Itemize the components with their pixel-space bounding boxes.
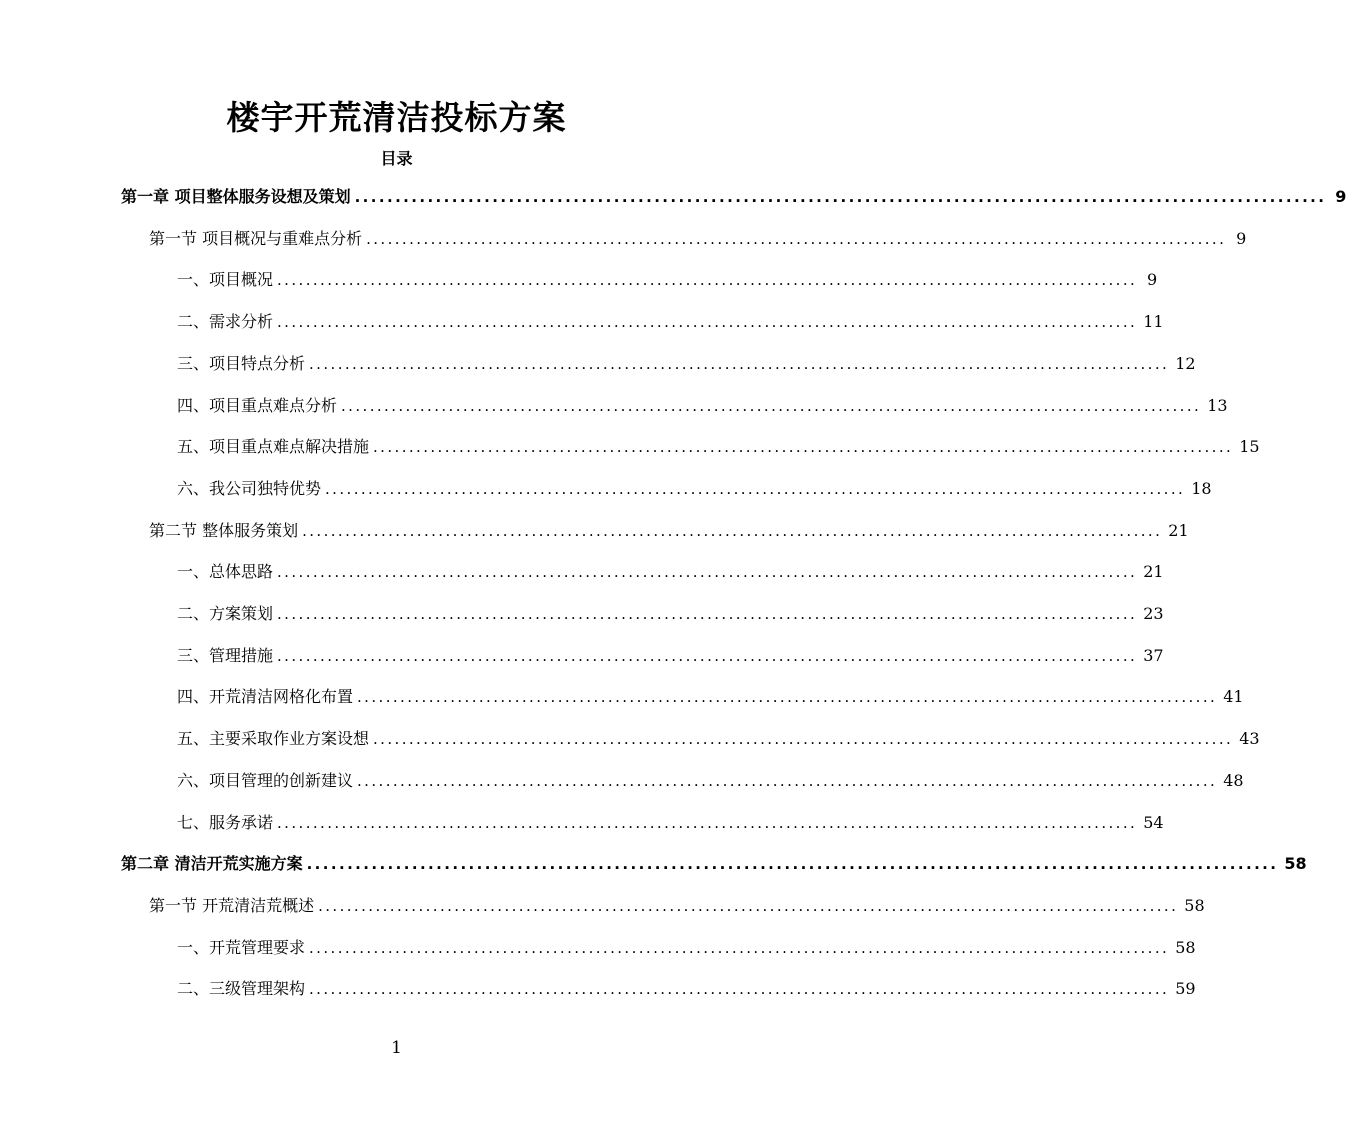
toc-entry-page: 9 xyxy=(1335,187,1346,206)
toc-entry-label: 三、管理措施 xyxy=(177,646,274,665)
toc-leader-dots: ........................................................................................................................ xyxy=(325,480,1186,498)
toc-leader-dots: ........................................................................................................................ xyxy=(309,355,1170,373)
toc-leader-dots: ........................................................................................................................ xyxy=(366,230,1227,248)
toc-item-entry[interactable] xyxy=(177,353,1196,375)
toc-entry-page: 37 xyxy=(1143,646,1164,665)
toc-item-entry[interactable] xyxy=(177,311,1164,333)
toc-leader-dots: ........................................................................................................................ xyxy=(318,897,1179,915)
toc-entry-label: 六、项目管理的创新建议 xyxy=(177,771,354,790)
toc-entry-page: 58 xyxy=(1175,938,1196,957)
toc-entry-page: 21 xyxy=(1143,562,1164,581)
toc-entry-label: 三、项目特点分析 xyxy=(177,354,306,373)
toc-entry-page: 59 xyxy=(1175,979,1196,998)
toc-heading: 目录 xyxy=(380,149,413,168)
toc-leader-dots: ........................................................................................................................ xyxy=(373,438,1234,456)
toc-entry-label: 五、项目重点难点解决措施 xyxy=(177,437,370,456)
toc-entry-page: 11 xyxy=(1143,312,1164,331)
toc-item-entry[interactable] xyxy=(177,812,1164,834)
toc-entry-page: 43 xyxy=(1239,729,1260,748)
toc-entry-label: 二、三级管理架构 xyxy=(177,979,306,998)
toc-item-entry[interactable] xyxy=(177,645,1164,667)
toc-entry-label: 第一节 项目概况与重难点分析 xyxy=(149,229,363,248)
toc-item-entry[interactable] xyxy=(177,561,1164,583)
toc-entry-page: 58 xyxy=(1184,896,1205,915)
toc-leader-dots: ........................................................................................................................ xyxy=(373,730,1234,748)
toc-item-entry[interactable] xyxy=(177,395,1228,417)
toc-item-entry[interactable] xyxy=(177,686,1244,708)
toc-entry-page: 13 xyxy=(1207,396,1228,415)
toc-entry-label: 一、项目概况 xyxy=(177,270,274,289)
toc-entry-page: 21 xyxy=(1168,521,1189,540)
toc-entry-label: 第二章 清洁开荒实施方案 xyxy=(121,854,303,873)
toc-leader-dots: ........................................................................................................................ xyxy=(357,772,1218,790)
page-number: 1 xyxy=(391,1038,402,1058)
toc-item-entry[interactable] xyxy=(177,728,1260,750)
toc-entry-page: 41 xyxy=(1223,687,1244,706)
toc-entry-label: 一、开荒管理要求 xyxy=(177,938,306,957)
toc-entry-label: 第一节 开荒清洁荒概述 xyxy=(149,896,315,915)
toc-section-entry[interactable] xyxy=(149,895,1205,917)
toc-leader-dots: ........................................................................................................................ xyxy=(309,980,1170,998)
toc-leader-dots: ........................................................................................................................ xyxy=(357,688,1218,706)
document-title: 楼宇开荒清洁投标方案 xyxy=(226,98,567,137)
toc-entry-label: 第二节 整体服务策划 xyxy=(149,521,299,540)
toc-item-entry[interactable] xyxy=(177,603,1164,625)
toc-entry-page: 48 xyxy=(1223,771,1244,790)
toc-section-entry[interactable] xyxy=(149,520,1189,542)
toc-leader-dots: ........................................................................................................................ xyxy=(306,855,1279,873)
toc-leader-dots: ........................................................................................................................ xyxy=(341,397,1202,415)
toc-entry-page: 12 xyxy=(1175,354,1196,373)
toc-entry-label: 四、项目重点难点分析 xyxy=(177,396,338,415)
toc-entry-label: 一、总体思路 xyxy=(177,562,274,581)
toc-item-entry[interactable] xyxy=(177,436,1260,458)
toc-entry-label: 四、开荒清洁网格化布置 xyxy=(177,687,354,706)
toc-item-entry[interactable] xyxy=(177,937,1196,959)
toc-leader-dots: ........................................................................................................................ xyxy=(277,271,1138,289)
toc-leader-dots: ........................................................................................................................ xyxy=(309,939,1170,957)
toc-entry-label: 六、我公司独特优势 xyxy=(177,479,322,498)
toc-leader-dots: ........................................................................................................................ xyxy=(277,814,1138,832)
toc-leader-dots: ........................................................................................................................ xyxy=(354,188,1327,206)
toc-leader-dots: ........................................................................................................................ xyxy=(277,605,1138,623)
toc-entry-label: 二、方案策划 xyxy=(177,604,274,623)
toc-item-entry[interactable] xyxy=(177,478,1212,500)
toc-chapter-entry[interactable] xyxy=(121,853,1307,875)
toc-entry-page: 23 xyxy=(1143,604,1164,623)
toc-entry-page: 54 xyxy=(1143,813,1164,832)
toc-entry-label: 七、服务承诺 xyxy=(177,813,274,832)
toc-leader-dots: ........................................................................................................................ xyxy=(277,563,1138,581)
toc-entry-page: 9 xyxy=(1147,270,1158,289)
toc-entry-label: 五、主要采取作业方案设想 xyxy=(177,729,370,748)
toc-item-entry[interactable] xyxy=(177,770,1244,792)
toc-entry-label: 第一章 项目整体服务设想及策划 xyxy=(121,187,351,206)
toc-item-entry[interactable] xyxy=(177,978,1196,1000)
toc-entry-label: 二、需求分析 xyxy=(177,312,274,331)
toc-entry-page: 18 xyxy=(1191,479,1212,498)
toc-entry-page: 58 xyxy=(1284,854,1307,873)
toc-entry-page: 9 xyxy=(1236,229,1247,248)
toc-leader-dots: ........................................................................................................................ xyxy=(277,313,1138,331)
toc-chapter-entry[interactable] xyxy=(121,186,1346,208)
toc-leader-dots: ........................................................................................................................ xyxy=(277,647,1138,665)
toc-section-entry[interactable] xyxy=(149,228,1247,250)
toc-entry-page: 15 xyxy=(1239,437,1260,456)
toc-leader-dots: ........................................................................................................................ xyxy=(302,522,1163,540)
toc-item-entry[interactable] xyxy=(177,269,1158,291)
